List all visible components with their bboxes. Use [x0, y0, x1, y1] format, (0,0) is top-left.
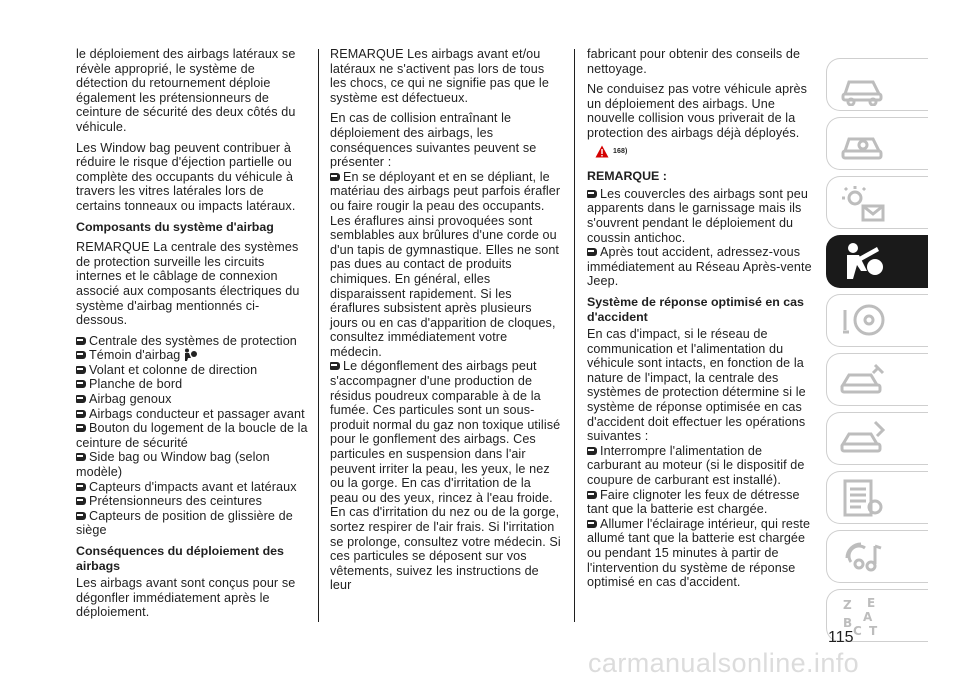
tab-car-info[interactable] [826, 58, 928, 111]
list-item: Volant et colonne de direction [76, 363, 308, 378]
list-item: Airbag genoux [76, 392, 308, 407]
car-info-icon [839, 64, 887, 106]
pointing-hand-icon [330, 362, 340, 370]
pointing-hand-icon [76, 497, 86, 505]
component-list [76, 334, 308, 538]
list-item: Faire clignoter les feux de détresse tant que la batterie est chargée. [587, 487, 800, 517]
list-item: Airbags conducteur et passager avant [76, 407, 308, 422]
dashboard-icon [839, 123, 887, 165]
list-item: Le dégonflement des airbags peut s'accompagner d'une production de résidus poudreux comparable à de la fumée. Ces particules sont un sous-produit normal du gaz non toxique utilisé pour le gonflement des airbags. Ces particules en suspension dans l'air peuvent irriter la peau, les yeux, le nez ou la gorge. En cas d'irritation de la peau ou des yeux, rincez à l'eau froide. En cas d'irritation du nez ou de la gorge, sortez respirer de l'air frais. Si l'irritation se prolonge, consultez votre médecin. Si ces particules se déposent sur vos vêtements, suivez les instructions de leur [330, 359, 561, 593]
list-item: Les couvercles des airbags sont peu apparents dans le garnissage mais ils s'ouvrent pendant le déploiement du coussin antichoc. [587, 186, 808, 245]
column-1 [76, 47, 308, 626]
list-item: Capteurs de position de glissière de siège [76, 508, 293, 538]
column-3 [587, 47, 819, 590]
paragraph: Les Window bag peuvent contribuer à réduire le risque d'éjection partielle ou complète des occupants du véhicule à travers les vitres latérales lors de certains tonneaux ou impacts latéraux. [76, 140, 296, 213]
chapter-tabs [826, 58, 928, 648]
tab-emergency[interactable] [826, 353, 928, 406]
list-item: En se déployant et en se dépliant, le matériau des airbags peut parfois érafler ou faire rougir la peau des occupants. Les éraflures ainsi provoquées sont semblables aux brûlures d'une corde ou d'un tapis de gymnastique. Elles ne sont pas dues au contact de produits chimiques. En général, elles disparaissent rapidement. Si les éraflures subsistent après plusieurs jours ou en cas d'apparition de cloques, consultez immédiatement votre médecin. [330, 169, 561, 359]
pointing-hand-icon [76, 337, 86, 345]
paragraph: REMARQUE Les airbags avant et/ou latéraux ne s'activent pas lors de tous les chocs, ce qui ne signifie pas que le système est défectueux. [330, 47, 549, 105]
pointing-hand-icon [76, 483, 86, 491]
emergency-icon [839, 359, 887, 401]
tab-dashboard[interactable] [826, 117, 928, 170]
list-item: Après tout accident, adressez-vous immédiatement au Réseau Après-vente Jeep. [587, 245, 812, 289]
pointing-hand-icon [587, 248, 597, 256]
pointing-hand-icon [587, 190, 597, 198]
section-heading: Système de réponse optimisé en cas d'accident [587, 294, 804, 324]
lights-icon [839, 182, 887, 224]
list-item: Bouton du logement de la boucle de la ceinture de sécurité [76, 421, 308, 450]
svg-text:C: C [853, 623, 862, 637]
column-2 [330, 47, 562, 593]
pointing-hand-icon [76, 453, 86, 461]
pointing-hand-icon [76, 380, 86, 388]
tab-technical-specs[interactable] [826, 471, 928, 524]
specs-icon [839, 477, 887, 519]
list-item: Interrompre l'alimentation de carburant au moteur (si le dispositif de coupure de carburant est installé). [587, 443, 805, 488]
paragraph: le déploiement des airbags latéraux se révèle approprié, le système de détection du retournement déploie également les prétensionneurs de ceinture de sécurité des deux côtés du véhicule. [76, 47, 296, 134]
safety-icon [839, 241, 887, 283]
section-heading: Composants du système d'airbag [76, 219, 274, 234]
column-divider [318, 49, 319, 622]
tab-starting-driving[interactable] [826, 294, 928, 347]
list-item: Centrale des systèmes de protection [76, 334, 308, 349]
pointing-hand-icon [587, 447, 597, 455]
pointing-hand-icon [76, 410, 86, 418]
tab-safety[interactable] [826, 235, 928, 288]
airbag-warning-icon [182, 348, 198, 362]
paragraph: Ne conduisez pas votre véhicule après un déploiement des airbags. Une nouvelle collision vous priverait de la protection des airbags déjà déployés. [587, 82, 808, 140]
warning-number: 168) [613, 147, 628, 155]
svg-text:T: T [869, 623, 878, 637]
svg-text:B: B [843, 615, 853, 630]
svg-text:Z: Z [843, 597, 852, 612]
multimedia-icon [839, 536, 887, 578]
tab-multimedia[interactable] [826, 530, 928, 583]
paragraph: En cas de collision entraînant le déploiement des airbags, les conséquences suivantes peuvent se présenter : [330, 111, 537, 170]
list-item: Prétensionneurs des ceintures [76, 494, 308, 509]
list-item: Capteurs d'impacts avant et latéraux [76, 480, 308, 495]
starting-icon [839, 300, 887, 342]
pointing-hand-icon [587, 491, 597, 499]
section-heading: REMARQUE : [587, 169, 667, 184]
tab-lights-indicators[interactable] [826, 176, 928, 229]
paragraph: Les airbags avant sont conçus pour se dégonfler immédiatement après le déploiement. [76, 576, 296, 620]
warning-reference [595, 145, 819, 160]
list-item: Side bag ou Window bag (selon modèle) [76, 450, 270, 480]
warning-triangle-icon [595, 145, 609, 158]
tab-maintenance[interactable] [826, 412, 928, 465]
pointing-hand-icon [76, 351, 86, 359]
pointing-hand-icon [587, 520, 597, 528]
watermark: carmanualsonline.info [588, 648, 860, 678]
column-divider [574, 49, 575, 622]
pointing-hand-icon [76, 424, 86, 432]
pointing-hand-icon [76, 366, 86, 374]
pointing-hand-icon [76, 395, 86, 403]
pointing-hand-icon [330, 173, 340, 181]
list-item: Témoin d'airbag [76, 348, 308, 363]
paragraph: En cas d'impact, si le réseau de communication et l'alimentation du véhicule sont intacts, en fonction de la nature de l'impact, la centrale des systèmes de protection détermine si le système de réponse optimisée en cas d'accident doit effectuer les opérations suivantes : [587, 327, 806, 444]
section-heading: Conséquences du déploiement des airbags [76, 544, 284, 573]
svg-text:A: A [863, 609, 873, 624]
maintenance-icon [839, 418, 887, 460]
list-item: Planche de bord [76, 377, 308, 392]
paragraph: fabricant pour obtenir des conseils de nettoyage. [587, 47, 801, 76]
svg-text:E: E [867, 595, 876, 610]
pointing-hand-icon [76, 512, 86, 520]
page-number: 115 [828, 629, 854, 646]
list-item: Allumer l'éclairage intérieur, qui reste allumé tant que la batterie est chargée ou pendant 15 minutes à partir de l'intervention du système de réponse optimisé en cas d'accident. [587, 516, 811, 590]
paragraph: REMARQUE La centrale des systèmes de protection surveille les circuits internes et le câblage de connexion associé aux composants électriques du système d'airbag mentionnés ci-dessous. [76, 240, 300, 328]
